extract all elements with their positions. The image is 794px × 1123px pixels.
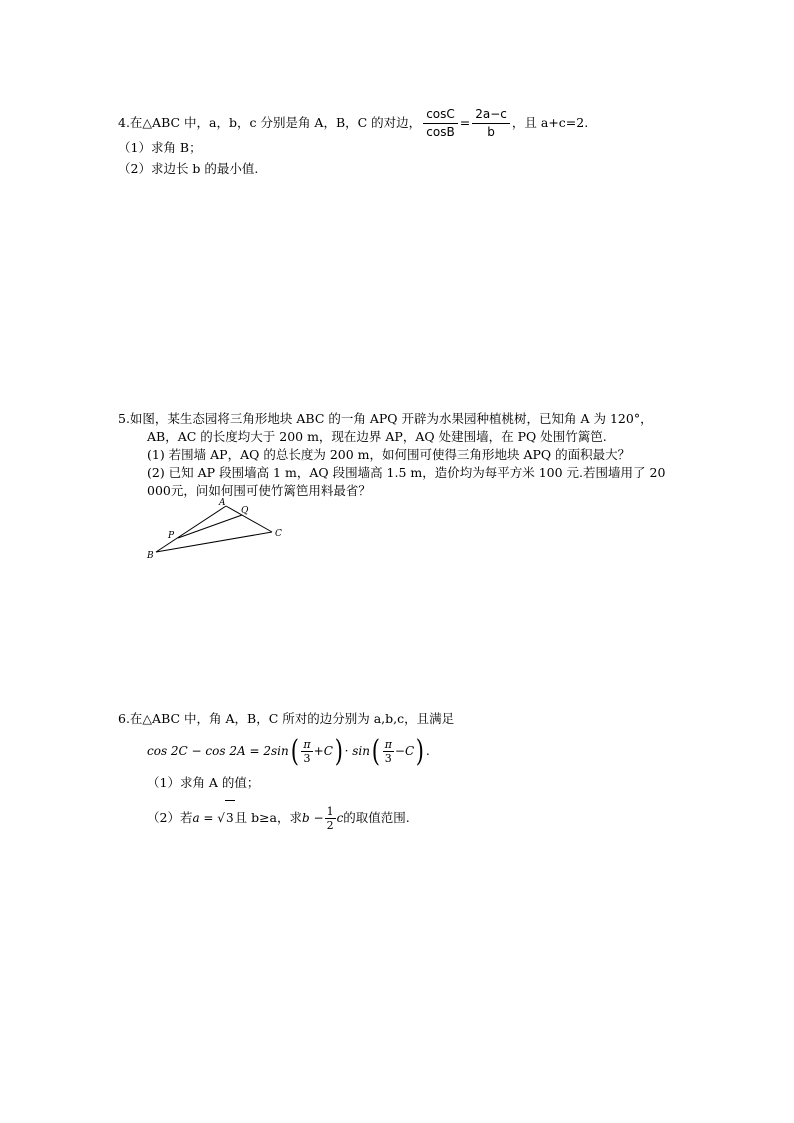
q6-pi-a: π — [303, 738, 311, 751]
q6-left-paren-2: ( — [371, 733, 380, 769]
q4-stem-after: ，且 a+c=2. — [511, 115, 589, 130]
q6-part2-expr: b − — [302, 811, 324, 825]
q6-right-paren-1: ) — [334, 733, 343, 769]
q6-sqrt-three: 3 — [225, 800, 235, 835]
segment-PQ — [178, 515, 242, 538]
q6-three-b: 3 — [384, 752, 392, 765]
q4-frac-left-den: cosB — [426, 125, 455, 139]
label-Q: Q — [241, 506, 249, 516]
q5-line1: 5.如图，某生态园将三角形地块 ABC 的一角 APQ 开辟为水果园种植桃树，已知角 A 为 120°， — [118, 411, 653, 426]
q5-triangle-figure — [142, 496, 292, 566]
q6-part1: （1）求角 A 的值； — [147, 775, 260, 790]
label-C: C — [275, 529, 282, 539]
q6-left-paren-1: ( — [290, 733, 299, 769]
q6-part2-cond: a = — [192, 811, 218, 825]
q6-eq-lhs: cos 2C − cos 2A = 2sin — [147, 744, 289, 758]
q6-plus-c: +C — [313, 744, 333, 758]
q6-part2-end: 的取值范围. — [343, 810, 410, 825]
q6-pi-over-3-b — [383, 738, 394, 765]
q5-line5: 000元，问如何围可使竹篱笆用料最省？ — [147, 483, 371, 498]
q4-frac-right-num: 2a−c — [472, 107, 510, 124]
segment-AC — [226, 506, 272, 532]
label-P: P — [168, 531, 175, 541]
q4-part1: （1）求角 B； — [118, 140, 202, 155]
q6-half — [325, 805, 336, 832]
segment-AB — [156, 506, 226, 552]
q6-part2-a: （2）若 — [147, 810, 193, 825]
q4-part2: （2）求边长 b 的最小值. — [118, 161, 259, 176]
label-A: A — [219, 498, 226, 508]
q6-part2 — [147, 800, 410, 834]
q4-stem — [118, 107, 588, 140]
q4-equals: = — [459, 115, 471, 130]
label-B: B — [147, 551, 154, 561]
q6-eq-end: . — [425, 743, 430, 758]
q5-line4: (2) 已知 AP 段围墙高 1 m，AQ 段围墙高 1.5 m，造价均为每平方米 100 元.若围墙用了 20 — [147, 465, 666, 480]
q6-equation — [147, 733, 430, 769]
q6-right-paren-2: ) — [415, 733, 425, 769]
q6-pi-over-3-a — [301, 738, 312, 765]
q6-minus-c: −C — [394, 744, 415, 758]
q6-half-num: 1 — [326, 805, 334, 818]
q6-part2-b: 且 b≥a，求 — [234, 810, 302, 825]
q5-line3: (1) 若围墙 AP，AQ 的总长度为 200 m，如何围可使得三角形地块 APQ 的面积最大？ — [147, 447, 631, 462]
q6-three-a: 3 — [303, 752, 311, 765]
q6-sqrt-symbol: √ — [217, 811, 225, 825]
q4-fraction-side — [472, 107, 510, 140]
q4-fraction-cos — [423, 107, 458, 140]
q6-eq-mid: · sin — [344, 744, 370, 758]
q4-frac-left-num: cosC — [423, 107, 458, 124]
q5-line2: AB，AC 的长度均大于 200 m，现在边界 AP，AQ 处建围墙，在 PQ 处围竹篱笆. — [147, 429, 607, 444]
q4-frac-right-den: b — [487, 125, 495, 139]
q6-pi-b: π — [384, 738, 392, 751]
q4-stem-before: 4.在△ABC 中，a，b，c 分别是角 A，B，C 的对边， — [118, 115, 422, 130]
q6-part2-c: c — [336, 811, 344, 825]
q6-half-den: 2 — [326, 819, 334, 832]
q6-stem: 6.在△ABC 中，角 A，B，C 所对的边分别为 a,b,c，且满足 — [118, 711, 455, 726]
